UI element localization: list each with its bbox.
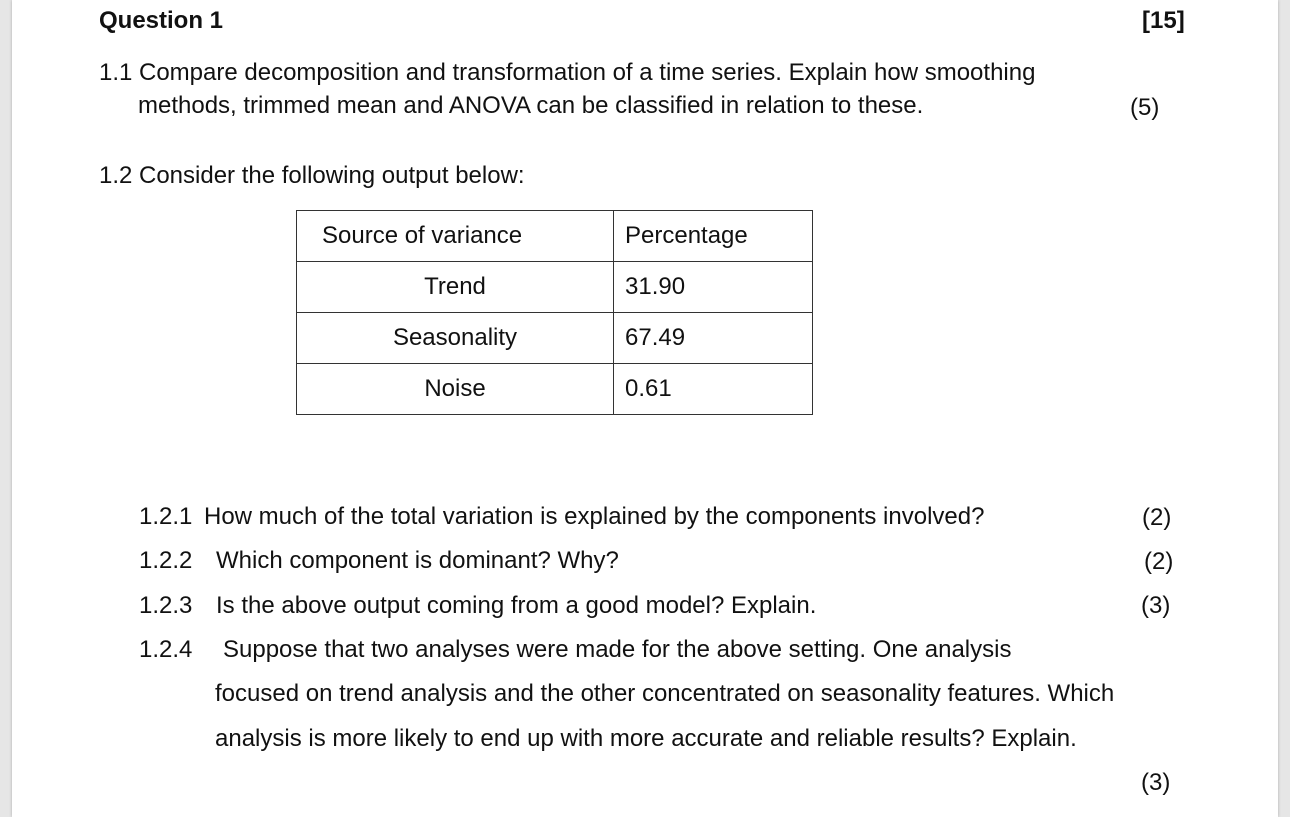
q1-1-text-line1: Compare decomposition and transformation of a time series. Explain how smoothing xyxy=(139,59,1036,86)
question-title: Question 1 xyxy=(99,7,224,34)
q1-1-text-line2: methods, trimmed mean and ANOVA can be classified in relation to these. xyxy=(138,92,924,119)
q1-2-3-marks: (3) xyxy=(1141,592,1171,619)
q1-2-3-number: 1.2.3 xyxy=(139,592,193,619)
q1-2-4-text-line3: analysis is more likely to end up with more accurate and reliable results? Explain. xyxy=(215,725,1077,752)
table-row xyxy=(297,364,813,415)
q1-2-2-number: 1.2.2 xyxy=(139,547,193,574)
q1-2-2-text: Which component is dominant? Why? xyxy=(216,547,619,574)
table-header-source: Source of variance xyxy=(297,211,614,262)
table-cell-percentage: 31.90 xyxy=(614,262,813,313)
table-row xyxy=(297,313,813,364)
q1-1-marks: (5) xyxy=(1130,94,1160,121)
q1-2-1-number: 1.2.1 xyxy=(139,503,193,530)
table-cell-source: Seasonality xyxy=(297,313,614,364)
exam-page xyxy=(12,0,1278,817)
q1-2-3-text: Is the above output coming from a good model? Explain. xyxy=(216,592,817,619)
table-cell-source: Trend xyxy=(297,262,614,313)
table-header-row xyxy=(297,211,813,262)
q1-2-text: Consider the following output below: xyxy=(139,162,525,189)
table-header-percentage: Percentage xyxy=(614,211,813,262)
q1-1-number: 1.1 xyxy=(99,59,133,86)
q1-2-4-number: 1.2.4 xyxy=(139,636,193,663)
q1-2-4-marks: (3) xyxy=(1141,769,1171,796)
q1-2-4-text-line2: focused on trend analysis and the other concentrated on seasonality features. Which xyxy=(215,680,1115,707)
table-cell-source: Noise xyxy=(297,364,614,415)
q1-2-number: 1.2 xyxy=(99,162,133,189)
q1-2-1-text: How much of the total variation is explained by the components involved? xyxy=(204,503,985,530)
table-row xyxy=(297,262,813,313)
table-cell-percentage: 67.49 xyxy=(614,313,813,364)
question-total-marks: [15] xyxy=(1142,7,1185,34)
table-cell-percentage: 0.61 xyxy=(614,364,813,415)
q1-2-2-marks: (2) xyxy=(1144,548,1174,575)
variance-table xyxy=(296,210,813,415)
q1-2-1-marks: (2) xyxy=(1142,504,1172,531)
q1-2-4-text-line1: Suppose that two analyses were made for the above setting. One analysis xyxy=(223,636,1012,663)
